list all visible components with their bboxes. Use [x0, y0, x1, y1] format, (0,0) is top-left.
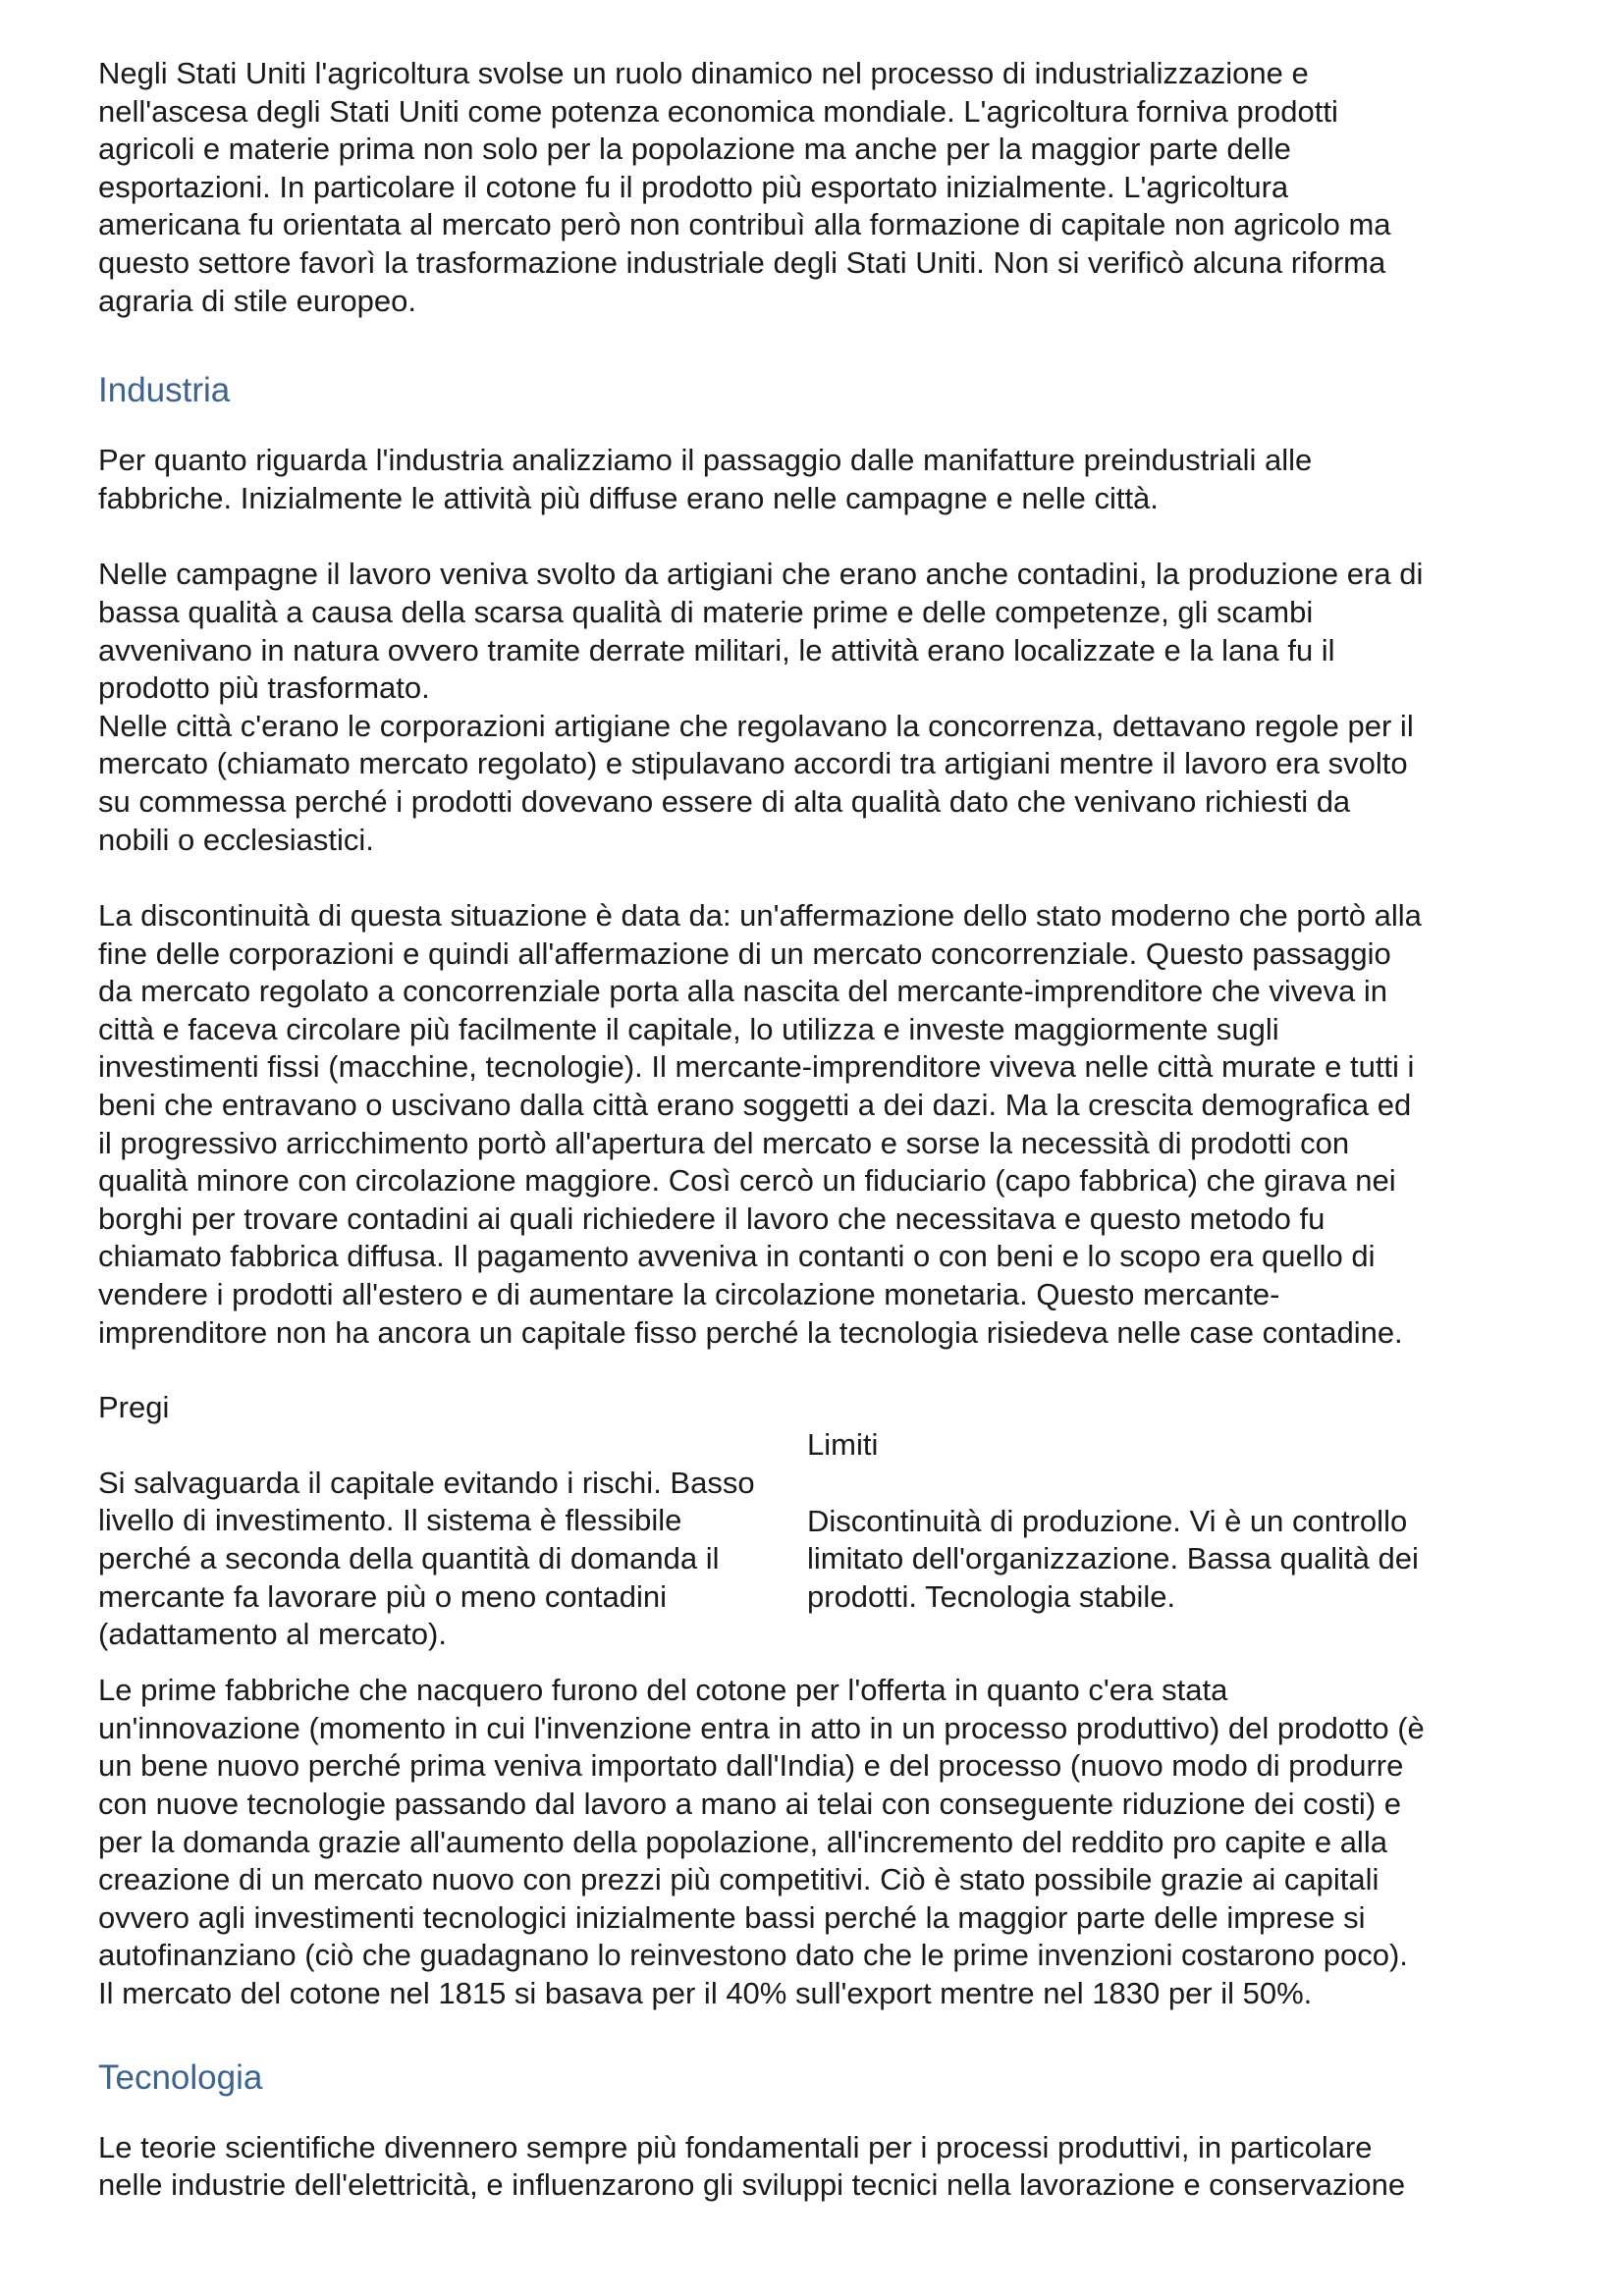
limiti-column [807, 1426, 1494, 1616]
text-line: autofinanziano (ciò che guadagnano lo reinvestono dato che le prime invenzioni costarono poco). [98, 1938, 1408, 1973]
text-line: borghi per trovare contadini ai quali richiedere il lavoro che necessitava e questo metodo fu [98, 1201, 1325, 1236]
text-line: fine delle corporazioni e quindi all'affermazione di un mercato concorrenziale. Questo passaggio [98, 935, 1391, 971]
text-line: con nuove tecnologie passando dal lavoro a mano ai telai con conseguente riduzione dei costi) e [98, 1787, 1401, 1821]
text-line: Le teorie scientifiche divennero sempre più fondamentali per i processi produttivi, in particolare [98, 2129, 1373, 2164]
paragraph-citta [98, 708, 1532, 859]
text-line: Si salvaguarda il capitale evitando i rischi. Basso [98, 1465, 755, 1500]
text-line: nobili o ecclesiastici. [98, 822, 374, 857]
text-line: vendere i prodotti all'estero e di aumentare la circolazione monetaria. Questo mercante- [98, 1277, 1280, 1312]
text-line: per la domanda grazie all'aumento della popolazione, all'incremento del reddito pro capite e alla [98, 1824, 1387, 1859]
text-line: creazione di un mercato nuovo con prezzi più competitivi. Ciò è stato possibile grazie ai capitali [98, 1862, 1380, 1897]
text-line: mercante fa lavorare più o meno contadini [98, 1578, 667, 1614]
text-line: Il mercato del cotone nel 1815 si basava per il 40% sull'export mentre nel 1830 per il 50%. [98, 1975, 1313, 2010]
text-line: qualità minore con circolazione maggiore. Così cercò un fiduciario (capo fabbrica) che girava nei [98, 1163, 1396, 1199]
text-line: ovvero agli investimenti tecnologici inizialmente bassi perché la maggior parte delle imprese si [98, 1899, 1366, 1935]
paragraph-agricoltura [98, 55, 1532, 320]
text-line: americana fu orientata al mercato però non contribuì alla formazione di capitale non agricolo ma [98, 207, 1391, 242]
paragraph-discontinuita [98, 897, 1532, 1352]
text-line: beni che entravano o uscivano dalla città erano soggetti a dei dazi. Ma la crescita demografica ed [98, 1088, 1412, 1123]
text-line: limitato dell'organizzazione. Bassa qualità dei [807, 1541, 1419, 1576]
pregi-label: Pregi [98, 1390, 170, 1425]
text-line: prodotti. Tecnologia stabile. [807, 1579, 1176, 1614]
text-line: Nelle città c'erano le corporazioni artigiane che regolavano la concorrenza, dettavano regole per il [98, 708, 1414, 743]
text-line: nelle industrie dell'elettricità, e influenzarono gli sviluppi tecnici nella lavorazione e conservazione [98, 2167, 1406, 2203]
text-line: mercato (chiamato mercato regolato) e stipulavano accordi tra artigiani mentre il lavoro era svolto [98, 746, 1408, 781]
text-line: esportazioni. In particolare il cotone fu il prodotto più esportato inizialmente. L'agricoltura [98, 169, 1289, 204]
pregi-limiti-columns [98, 1389, 1532, 1652]
text-line: da mercato regolato a concorrenziale porta alla nascita del mercante-imprenditore che viveva in [98, 974, 1388, 1009]
limiti-text [807, 1503, 1494, 1617]
text-line: La discontinuità di questa situazione è data da: un'affermazione dello stato moderno che portò alla [98, 898, 1422, 934]
text-line: agricoli e materie prima non solo per la popolazione ma anche per la maggior parte delle [98, 132, 1291, 167]
text-line: un'innovazione (momento in cui l'invenzione entra in atto in un processo produttivo) del prodotto (è [98, 1710, 1425, 1745]
text-line: nell'ascesa degli Stati Uniti come potenza economica mondiale. L'agricoltura forniva prodotti [98, 93, 1338, 129]
document-page [98, 55, 1532, 2205]
text-line: Per quanto riguarda l'industria analizziamo il passaggio dalle manifatture preindustriali alle [98, 443, 1313, 478]
paragraph-prime-fabbriche [98, 1672, 1532, 2012]
text-line: fabbriche. Inizialmente le attività più diffuse erano nelle campagne e nelle città. [98, 480, 1159, 515]
pregi-text [98, 1465, 785, 1654]
text-line: Le prime fabbriche che nacquero furono del cotone per l'offerta in quanto c'era stata [98, 1673, 1228, 1708]
text-line: chiamato fabbrica diffusa. Il pagamento avveniva in contanti o con beni e lo scopo era quello di [98, 1239, 1376, 1274]
text-line: agraria di stile europeo. [98, 283, 416, 318]
text-line: Negli Stati Uniti l'agricoltura svolse un ruolo dinamico nel processo di industrializzazione e [98, 56, 1309, 90]
text-line: (adattamento al mercato). [98, 1617, 447, 1652]
text-line: questo settore favorì la trasformazione industriale degli Stati Uniti. Non si verificò alcuna riforma [98, 244, 1386, 280]
paragraph-campagne [98, 556, 1532, 707]
text-line: città e faceva circolare più facilmente il capitale, lo utilizza e investe maggiormente sugli [98, 1011, 1279, 1046]
text-line: investimenti fissi (macchine, tecnologie). Il mercante-imprenditore viveva nelle città murate e tutti i [98, 1049, 1415, 1085]
pregi-column [98, 1389, 785, 1654]
limiti-label: Limiti [807, 1427, 879, 1463]
text-line: avvenivano in natura ovvero tramite derrate militari, le attività erano localizzate e la lana fu il [98, 632, 1335, 667]
text-line: perché a seconda della quantità di domanda il [98, 1541, 720, 1575]
text-line: su commessa perché i prodotti dovevano essere di alta qualità dato che venivano richiesti da [98, 783, 1351, 819]
text-line: Discontinuità di produzione. Vi è un controllo [807, 1503, 1408, 1538]
paragraph-tecnologia [98, 2129, 1532, 2205]
text-line: prodotto più trasformato. [98, 670, 430, 706]
text-line: bassa qualità a causa della scarsa qualità di materie prime e delle competenze, gli scambi [98, 594, 1314, 629]
heading-tecnologia: Tecnologia [98, 2057, 263, 2097]
text-line: imprenditore non ha ancora un capitale fisso perché la tecnologia risiedeva nelle case contadine. [98, 1314, 1403, 1350]
heading-industria: Industria [98, 371, 231, 410]
text-line: un bene nuovo perché prima veniva importato dall'India) e del processo (nuovo modo di produrre [98, 1748, 1404, 1784]
paragraph-industria-intro [98, 442, 1532, 517]
text-line: livello di investimento. Il sistema è flessibile [98, 1503, 682, 1538]
text-line: Nelle campagne il lavoro veniva svolto da artigiani che erano anche contadini, la produzione era di [98, 557, 1424, 592]
text-line: il progressivo arricchimento portò all'apertura del mercato e sorse la necessità di prodotti con [98, 1125, 1350, 1160]
